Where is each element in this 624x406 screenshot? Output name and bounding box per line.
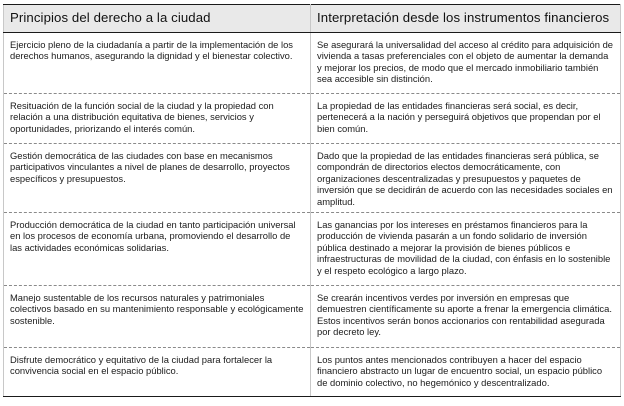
principles-table [3,4,621,397]
table-row [4,286,621,348]
table-row [4,94,621,144]
interpretation-text: La propiedad de las entidades financieras será social, es decir, pertenecerá a la nación y perseguirá objetivos que propendan por el bien común. [317,100,601,134]
interpretation-text: Dado que la propiedad de las entidades financieras será pública, se compondrán de directorios electos democráticamente, con organizaciones descentralizadas y presupuestos y paquetes de inversión que se decidirán de acuerdo con las necesidades sociales en amplitud. [317,150,613,207]
principles-table-container [3,4,620,403]
principle-cell [4,33,311,94]
table-row [4,213,621,286]
table-row [4,33,621,94]
table-row [4,144,621,213]
principle-text: Producción democrática de la ciudad en tanto participación universal en los procesos de economía urbana, promoviendo el desarrollo de las actividades económicas solidarias. [10,219,296,253]
header-row [4,5,621,33]
table-header [4,5,621,33]
principle-cell [4,348,311,397]
interpretation-text: Se asegurará la universalidad del acceso al crédito para adquisición de vivienda a tasas preferenciales con el objeto de aumentar la demanda y mejorar los precios, de modo que el mercado inmobiliario también sea accesible sin distinción. [317,39,614,85]
interpretation-cell [311,286,621,348]
interpretation-text: Se crearán incentivos verdes por inversión en empresas que demuestren científicamente su aporte a frenar la emergencia climática. Estos incentivos serán bonos accionarios con rentabilidad asegurada por decreto ley. [317,292,612,338]
column-header-interpretation: Interpretación desde los instrumentos financieros [311,5,621,33]
principle-text: Disfrute democrático y equitativo de la ciudad para fortalecer la convivencia social en el espacio público. [10,354,273,377]
interpretation-cell [311,94,621,144]
principle-cell [4,213,311,286]
principle-text: Ejercicio pleno de la ciudadanía a partir de la implementación de los derechos humanos, asegurando la dignidad y el bienestar colectivo. [10,39,293,62]
interpretation-cell [311,144,621,213]
principle-cell [4,286,311,348]
column-header-principles: Principios del derecho a la ciudad [4,5,311,33]
principle-text: Manejo sustentable de los recursos naturales y patrimoniales colectivos basado en su mantenimiento responsable y ecológicamente sostenible. [10,292,304,326]
interpretation-cell [311,33,621,94]
interpretation-text: Los puntos antes mencionados contribuyen a hacer del espacio financiero abstracto un lugar de encuentro social, un espacio público de dominio colectivo, no hegemónico y descentralizado. [317,354,603,388]
principle-text: Resituación de la función social de la ciudad y la propiedad con relación a una distribución equitativa de bienes, servicios y oportunidades, priorizando el interés común. [10,100,274,134]
interpretation-cell [311,213,621,286]
interpretation-text: Las ganancias por los intereses en préstamos financieros para la producción de vivienda pasarán a un fondo solidario de inversión pública destinado a mejorar la provisión de bienes públicos e infraestructuras de movilidad de la ciudad, con énfasis en lo sostenible y el respeto ecológico a largo plazo. [317,219,611,276]
principle-cell [4,94,311,144]
table-body [4,33,621,397]
interpretation-cell [311,348,621,397]
principle-text: Gestión democrática de las ciudades con base en mecanismos participativos vinculantes a nivel de planes de desarrollo, proyectos específicos y presupuestos. [10,150,290,184]
table-row [4,348,621,397]
principle-cell [4,144,311,213]
